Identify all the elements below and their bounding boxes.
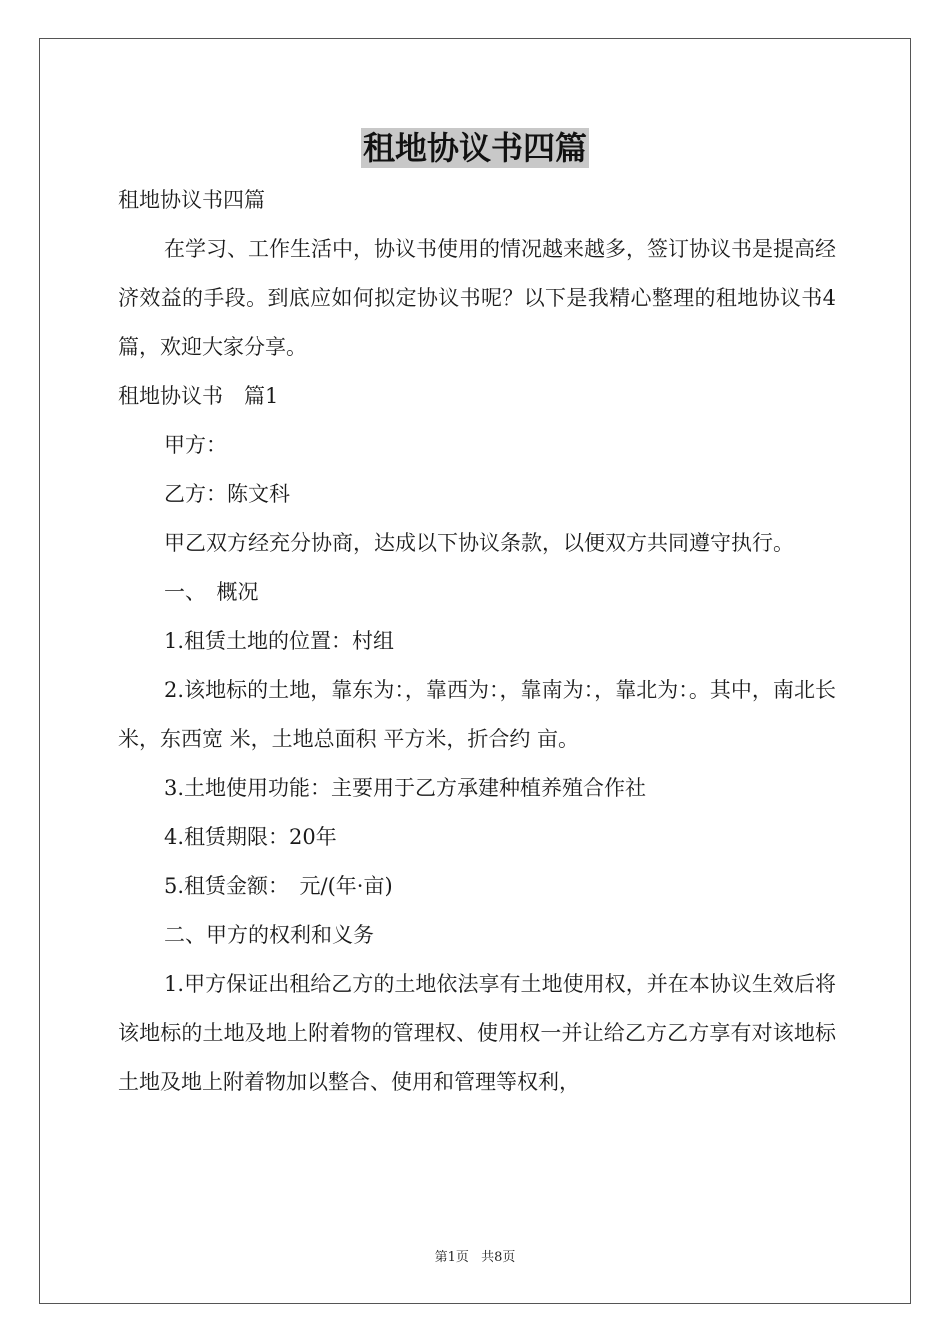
page-footer <box>0 1246 950 1265</box>
page-total: 共8页 <box>481 1250 516 1265</box>
page-number: 第1页 <box>434 1250 469 1265</box>
clause-boundaries: 2.该地标的土地，靠东为：，靠西为：，靠南为：，靠北为：。其中，南北长 米，东西宽 米，土地总面积 平方米，折合约 亩。 <box>118 678 836 751</box>
clause-land-use: 3.土地使用功能：主要用于乙方承建种植养殖合作社 <box>164 776 647 800</box>
agreement-intro-paragraph: 甲乙双方经充分协商，达成以下协议条款，以便双方共同遵守执行。 <box>164 531 794 555</box>
rights-heading: 二、甲方的权利和义务 <box>164 923 374 947</box>
party-b-line: 乙方：陈文科 <box>164 482 290 506</box>
title-container <box>0 128 950 168</box>
clause-lease-amount: 5.租赁金额： 元/(年·亩) <box>164 874 393 898</box>
intro-paragraph: 在学习、工作生活中，协议书使用的情况越来越多，签订协议书是提高经济效益的手段。到底应如何拟定协议书呢？以下是我精心整理的租地协议书4篇，欢迎大家分享。 <box>118 237 836 359</box>
party-a-line: 甲方： <box>164 433 227 457</box>
clause-location: 1.租赁土地的位置：村组 <box>164 629 395 653</box>
rights-clause-1: 1.甲方保证出租给乙方的土地依法享有土地使用权，并在本协议生效后将该地标的土地及地上附着物的管理权、使用权一并让给乙方乙方享有对该地标土地及地上附着物加以整合、使用和管理等权利， <box>118 972 836 1094</box>
document-body <box>118 176 836 1107</box>
overview-heading: 一、 概况 <box>164 580 259 604</box>
document-subtitle: 租地协议书四篇 <box>118 188 265 212</box>
section-heading: 租地协议书 篇1 <box>118 384 279 408</box>
clause-lease-term: 4.租赁期限：20年 <box>164 825 337 849</box>
document-title: 租地协议书四篇 <box>362 129 587 167</box>
